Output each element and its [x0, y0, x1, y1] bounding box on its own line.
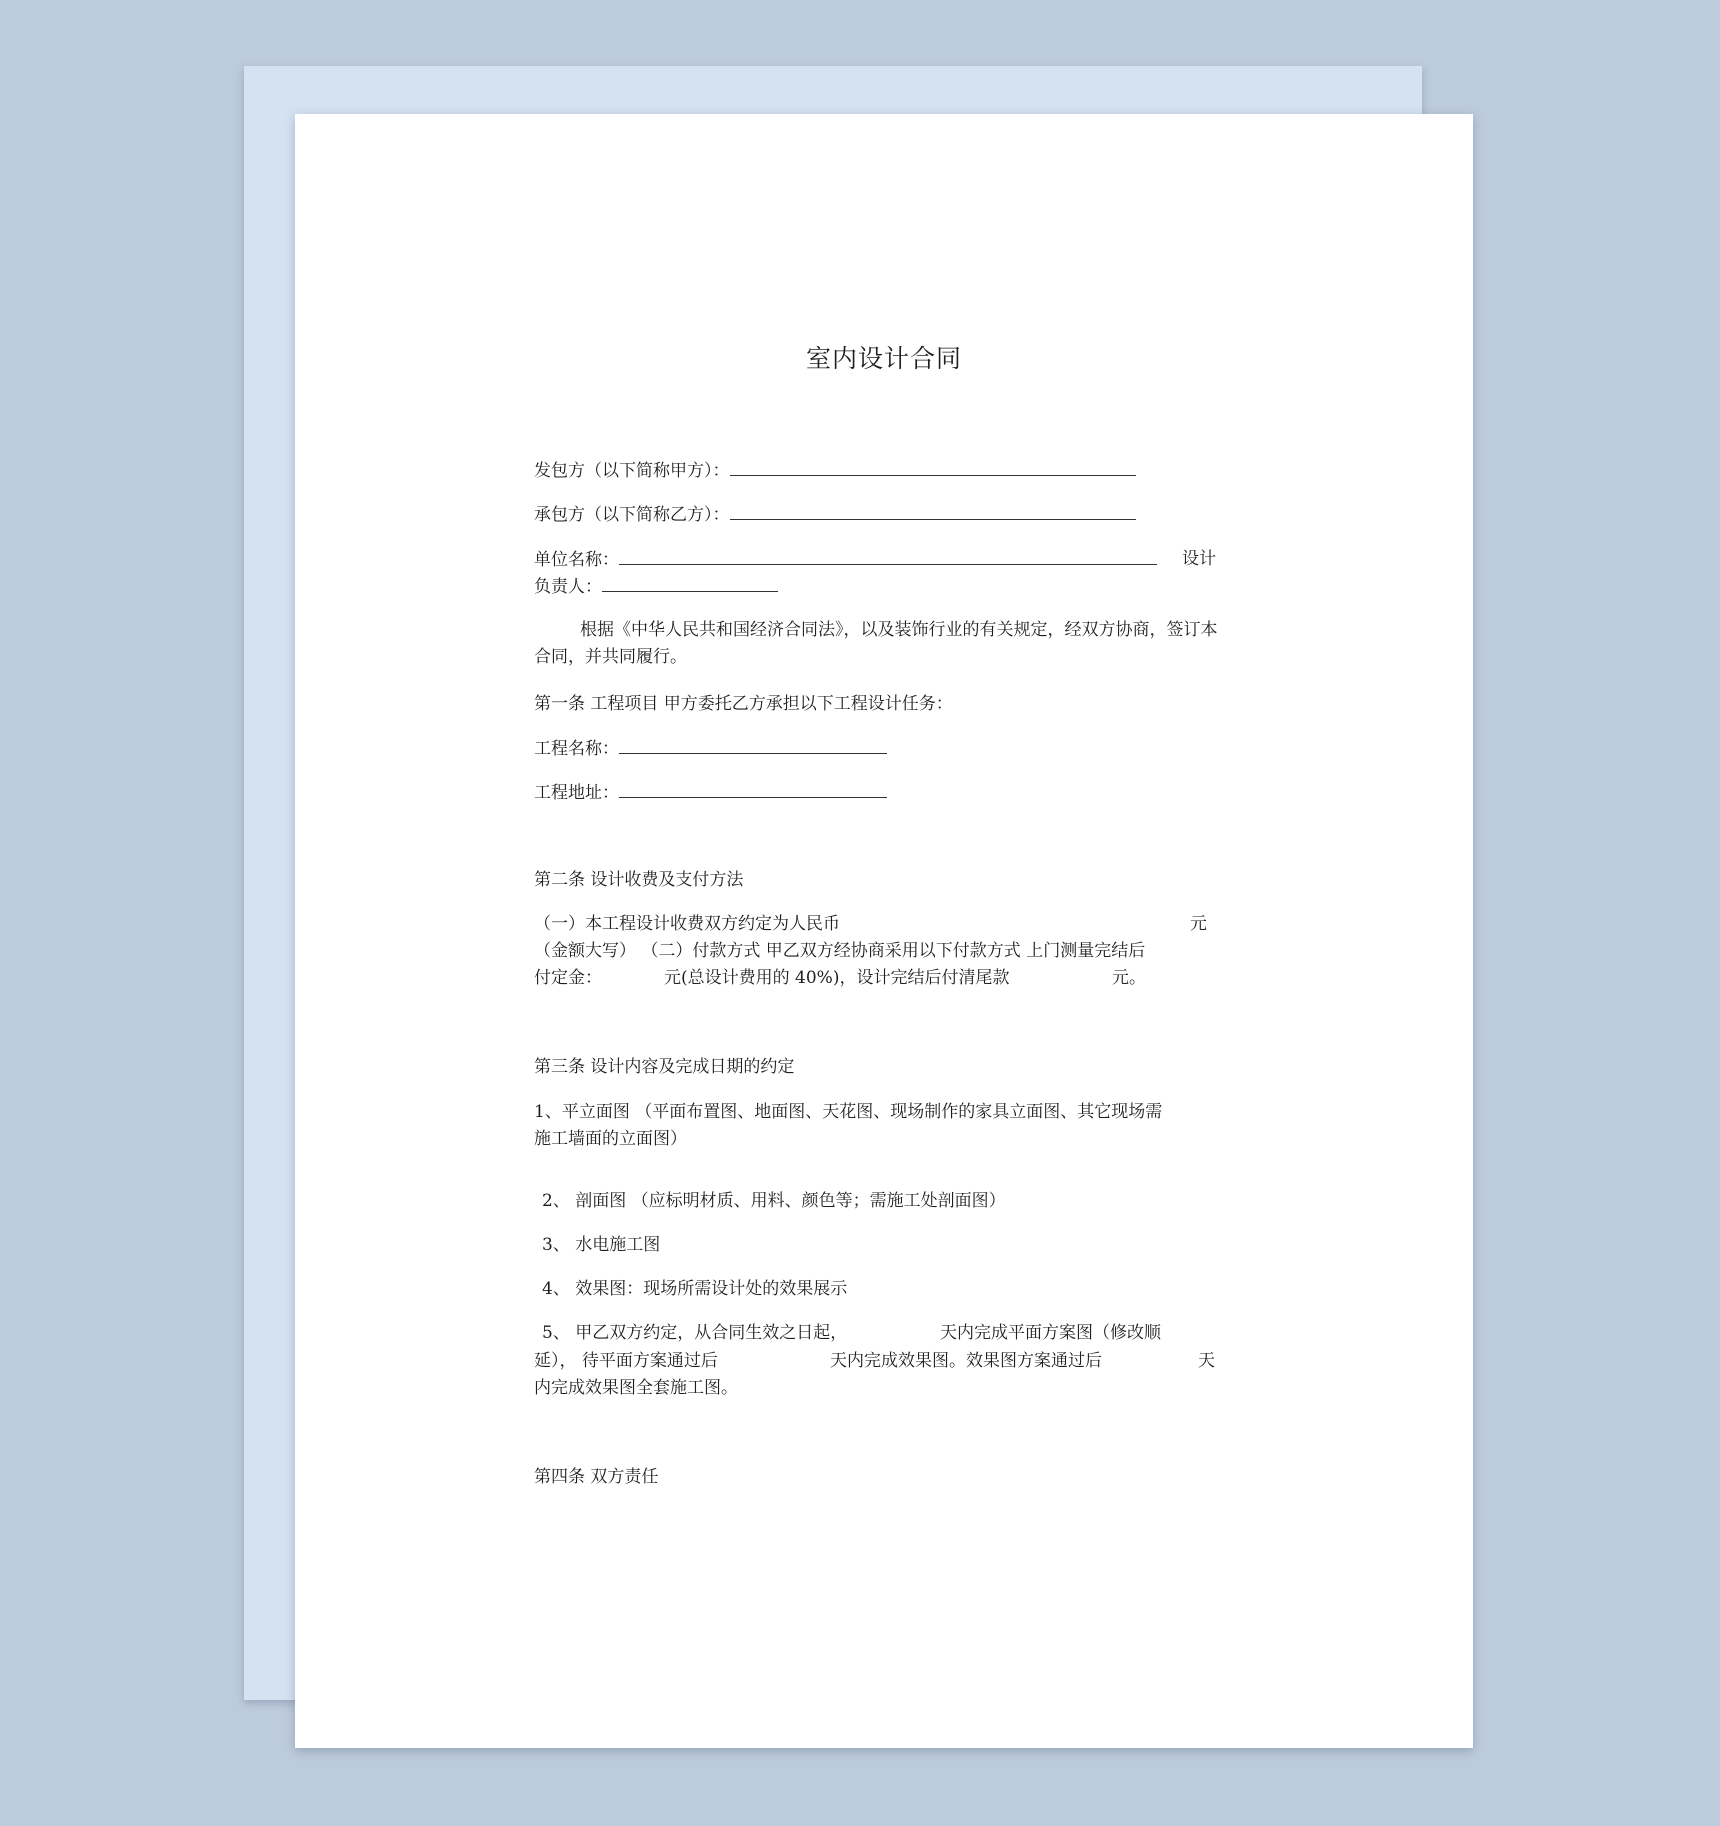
item5-line2-a: 延）， 待平面方案通过后	[534, 1351, 718, 1371]
fee-line3-c: 元。	[1112, 968, 1146, 988]
item5-line3: 内完成效果图全套施工图。	[534, 1378, 738, 1398]
item1-line2: 施工墙面的立面图）	[534, 1129, 687, 1149]
project-address-blank	[619, 779, 887, 798]
unit-name-blank	[619, 546, 1157, 565]
design-label-a: 设计	[1182, 549, 1216, 569]
party-b-line	[534, 501, 1136, 529]
unit-name-label: 单位名称：	[534, 550, 619, 570]
item5-line2-c: 天	[1198, 1351, 1215, 1371]
unit-name-line	[534, 546, 1157, 574]
fee-line1-right: 元	[1190, 914, 1207, 934]
intro-paragraph: 根据《中华人民共和国经济合同法》，以及装饰行业的有关规定，经双方协商，签订本合同，并共同履行。	[534, 620, 1218, 667]
party-a-line	[534, 457, 1136, 485]
article4-heading: 第四条 双方责任	[534, 1467, 659, 1487]
design-lead-label: 负责人：	[534, 577, 602, 597]
item2: 2、 剖面图 （应标明材质、用料、颜色等；需施工处剖面图）	[542, 1191, 1006, 1211]
project-name-blank	[619, 735, 887, 754]
article2-heading: 第二条 设计收费及支付方法	[534, 870, 744, 890]
article1-heading: 第一条 工程项目 甲方委托乙方承担以下工程设计任务：	[534, 694, 953, 714]
document-page	[295, 114, 1473, 1748]
article3-heading: 第三条 设计内容及完成日期的约定	[534, 1057, 795, 1077]
design-lead-blank	[602, 573, 778, 592]
party-a-blank	[730, 457, 1136, 476]
item5-line1-a: 5、 甲乙双方约定，从合同生效之日起，	[542, 1323, 848, 1343]
party-b-blank	[730, 501, 1136, 520]
project-address-label: 工程地址：	[534, 783, 619, 803]
document-title: 室内设计合同	[805, 344, 962, 373]
item5-line1-b: 天内完成平面方案图（修改顺	[940, 1323, 1161, 1343]
item5-line2-b: 天内完成效果图。效果图方案通过后	[830, 1351, 1102, 1371]
fee-line2: （金额大写） （二）付款方式 甲乙双方经协商采用以下付款方式 上门测量完结后	[534, 941, 1146, 961]
project-address-line	[534, 779, 887, 807]
fee-line1-left: （一）本工程设计收费双方约定为人民币	[534, 914, 840, 934]
item1-line1: 1、平立面图 （平面布置图、地面图、天花图、现场制作的家具立面图、其它现场需	[534, 1102, 1163, 1122]
item4: 4、 效果图：现场所需设计处的效果展示	[542, 1279, 848, 1299]
project-name-label: 工程名称：	[534, 739, 619, 759]
fee-line3-a: 付定金：	[534, 968, 602, 988]
project-name-line	[534, 735, 887, 763]
item3: 3、 水电施工图	[542, 1235, 661, 1255]
party-a-label: 发包方（以下简称甲方）：	[534, 461, 730, 481]
party-b-label: 承包方（以下简称乙方）：	[534, 505, 730, 525]
fee-line3-b: 元(总设计费用的 40%)，设计完结后付清尾款	[664, 968, 1010, 988]
design-lead-line	[534, 573, 778, 601]
